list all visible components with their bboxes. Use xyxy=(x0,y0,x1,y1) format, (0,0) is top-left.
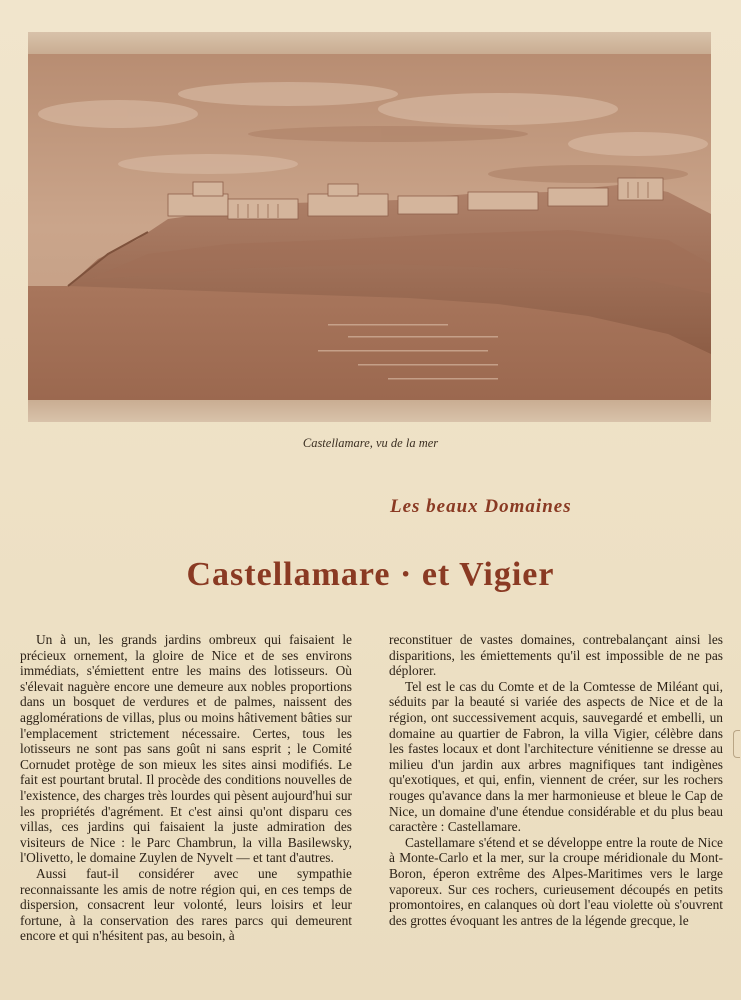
photo-border-bottom xyxy=(28,400,711,422)
paragraph: Castellamare s'étend et se développe entre la route de Nice à Monte-Carlo et la mer, sur la croupe méridionale du Mont-Boron, éperon extrême des Alpes-Maritimes vers le large vaporeux. Sur ces rochers, curieusement découpés en petits promontoires, en calanques où dort l'eau violette où s'ouvrent des grottes évoquant les antres de la légende grecque, le xyxy=(389,834,723,928)
paragraph: reconstituer de vastes domaines, contrebalançant ainsi les disparitions, les émiettements qu'il est impossible de ne pas déplorer. xyxy=(389,632,723,679)
article-title: Castellamare · et Vigier xyxy=(186,556,555,593)
castellamare-photo xyxy=(28,54,711,400)
text-column-right xyxy=(389,632,723,928)
photo-frame xyxy=(28,32,711,422)
text-column-left xyxy=(20,632,352,944)
paragraph: Tel est le cas du Comte et de la Comtesse de Miléant qui, séduits par la beauté si variée des aspects de Nice et de la région, ont successivement acquis, sauvegardé et embelli, un domaine au quartier de Fabron, la villa Vigier, célèbre dans les fastes locaux et dont l'architecture vénitienne se dresse au milieu d'un jardin aux arbres magnifiques tant indigènes qu'exotiques, et qui, enfin, viennent de créer, sur les rochers rouges qu'avance dans la mer harmonieuse et bleue le Cap de Nice, un domaine d'une étendue considérable et du plus beau caractère : Castellamare. xyxy=(389,678,723,835)
paragraph: Un à un, les grands jardins ombreux qui faisaient le précieux ornement, la gloire de Nice et de ses environs immédiats, s'émiettent entre les mains des lotisseurs. Où s'élevait naguère encore une demeure aux nobles proportions dans un bosquet de verdures et de palmes, naissent des agglomérations de villas, plus ou moins hâtivement bâties sur l'emplacement strictement nécessaire. Certes, tous les lotisseurs ne sont pas sans goût ni sans esprit ; le Comité Cornudet protège de son mieux les sites ainsi modifiés. Le fait est pourtant brutal. Il procède des conditions nouvelles de l'existence, des charges très lourdes qui pèsent aujourd'hui sur les propriétés d'agrément. Et c'est ainsi qu'ont disparu ces villas, ces jardins qui faisaient la juste admiration des visiteurs de Nice : le Parc Chambrun, la villa Basilewsky, l'Olivetto, le domaine Zuylen de Nyvelt — et tant d'autres. xyxy=(20,632,352,866)
paragraph: Aussi faut-il considérer avec une sympathie reconnaissante les amis de notre région qui, en ces temps de dispersion, consacrent leur volonté, leurs loisirs et leur fortune, à la conservation des rares parcs qui demeurent encore et qui n'hésitent pas, au besoin, à xyxy=(20,865,352,944)
photo-caption: Castellamare, vu de la mer xyxy=(302,436,439,450)
section-kicker: Les beaux Domaines xyxy=(390,496,572,517)
photo-border-top xyxy=(28,32,711,54)
page-edge-mark xyxy=(733,730,740,758)
